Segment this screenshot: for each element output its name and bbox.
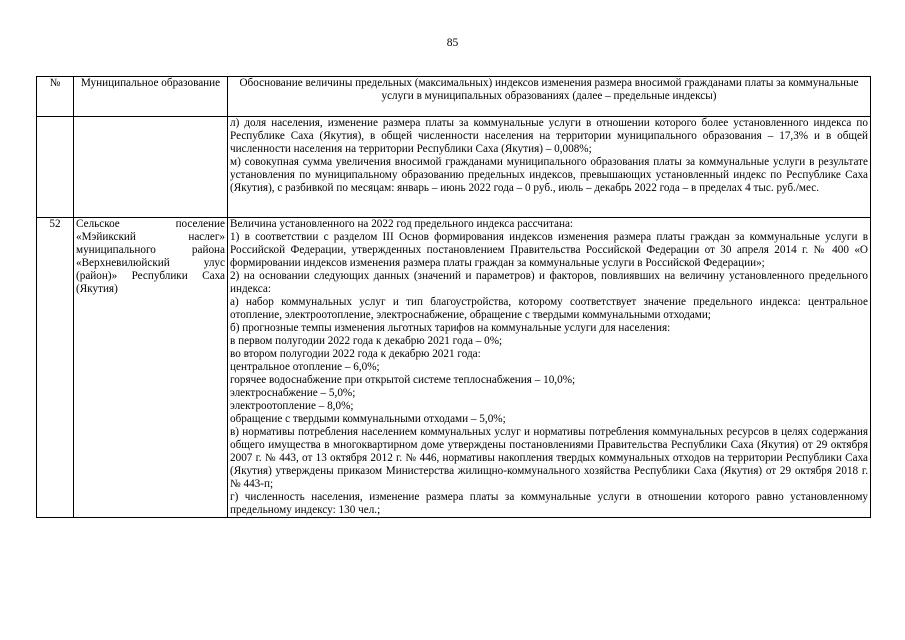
paragraph: Величина установленного на 2022 год предельного индекса рассчитана: — [230, 218, 574, 230]
paragraph: м) совокупная сумма увеличения вносимой гражданами муниципального образования платы за коммунальные услуги в результате установления по муниципальному образованию предельных индексов, превышающих установленный индекс по Республике Саха (Якутия), с разбивкой по месяцам: январь – июнь 2022 года – 0 руб., июль – декабрь 2022 года – в пределах 4 тыс. руб./мес. — [230, 156, 868, 194]
justification-cell — [228, 117, 871, 218]
row-number-cell — [37, 117, 74, 218]
paragraph: 1) в соответствии с разделом III Основ формирования индексов изменения размера платы граждан за коммунальные услуги в Российской Федерации, утвержденных постановлением Правительства Российской Федерации от 30 апреля 2014 г. № 400 «О формировании индексов изменения размера платы граждан за коммунальные услуги в Российской Федерации»; — [230, 231, 868, 269]
paragraph: центральное отопление – 6,0%; — [230, 361, 380, 373]
paragraph: электроснабжение – 5,0%; — [230, 387, 356, 399]
paragraph: во втором полугодии 2022 года к декабрю 2021 года: — [230, 348, 481, 360]
header-justification: Обоснование величины предельных (максимальных) индексов изменения размера вносимой гражданами платы за коммунальные услуги в муниципальных образованиях (далее – предельные индексы) — [228, 77, 871, 117]
page-number: 85 — [446, 37, 459, 49]
paragraph: обращение с твердыми коммунальными отходами – 5,0%; — [230, 413, 506, 425]
paragraph: электроотопление – 8,0%; — [230, 400, 354, 412]
paragraph: горячее водоснабжение при открытой системе теплоснабжения – 10,0%; — [230, 374, 576, 386]
paragraph: б) прогнозные темпы изменения льготных тарифов на коммунальные услуги для населения: — [230, 322, 671, 334]
paragraph: г) численность населения, изменение размера платы за коммунальные услуги в отношении которого равно установленному предельному индексу: 130 чел.; — [230, 491, 868, 516]
municipality-name: Сельское поселение «Мэйикский наслег» муниципального района «Верхневилюйский улус (район)» Республики Саха (Якутия) — [76, 218, 225, 295]
paragraph: л) доля населения, изменение размера платы за коммунальные услуги в отношении которого более установленного индекса по Республике Саха (Якутия), в общей численности населения на территории муниципального образования – 17,3% и в общей численности населения на территории Республики Саха (Якутия) – 0,008%; — [230, 117, 868, 155]
row-number-cell: 52 — [37, 218, 74, 518]
paragraph: в первом полугодии 2022 года к декабрю 2021 года – 0%; — [230, 335, 503, 347]
justification-cell — [228, 218, 871, 518]
header-municipality: Муниципальное образование — [74, 77, 228, 117]
justification-table — [36, 76, 871, 518]
paragraph: а) набор коммунальных услуг и тип благоустройства, которому соответствует значение предельного индекса: центральное отопление, электроотопление, электроснабжение, обращение с твердыми коммунальными отходами; — [230, 296, 868, 321]
table-row — [37, 218, 871, 518]
paragraph: в) нормативы потребления населением коммунальных услуг и нормативы потребления коммунальных ресурсов в целях содержания общего имущества в многоквартирном доме утверждены постановлениями Правительства Республики Саха (Якутия) от 29 октября 2007 г. № 443, от 13 октября 2012 г. № 446, нормативы накопления твердых коммунальных отходов на территории Республики Саха (Якутия) утверждены приказом Министерства жилищно-коммунального хозяйства Республики Саха (Якутия) от 29 октября 2018 г. № 443-п; — [230, 426, 868, 490]
table-row — [37, 117, 871, 218]
municipality-cell — [74, 218, 228, 518]
header-number: № — [37, 77, 74, 117]
paragraph: 2) на основании следующих данных (значений и параметров) и факторов, повлиявших на величину установленного предельного индекса: — [230, 270, 868, 295]
table-header-row — [37, 77, 871, 117]
municipality-cell — [74, 117, 228, 218]
